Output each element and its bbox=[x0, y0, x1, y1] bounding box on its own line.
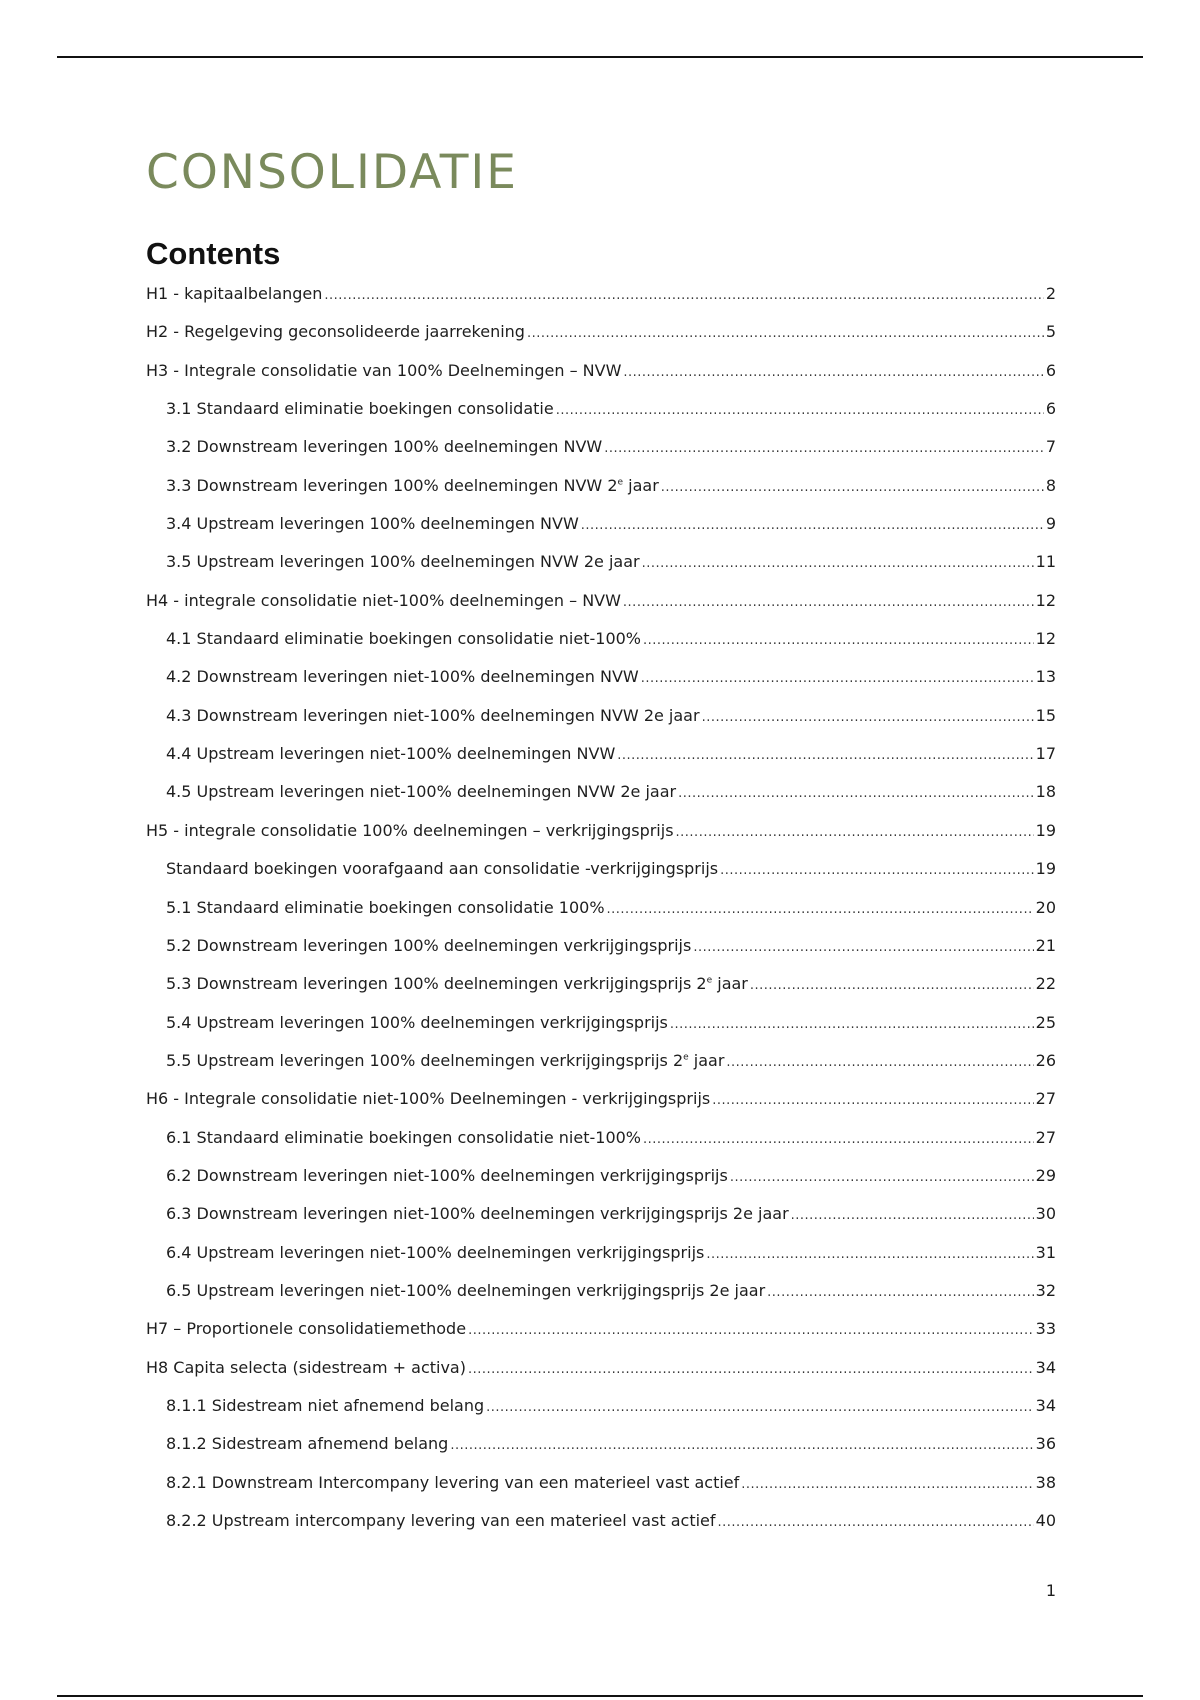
toc-dot-leader bbox=[641, 671, 1034, 686]
toc-entry-title: 5.2 Downstream leveringen 100% deelnemingen verkrijgingsprijs bbox=[166, 935, 692, 955]
toc-dot-leader bbox=[607, 902, 1034, 917]
toc-entry[interactable] bbox=[146, 859, 1056, 897]
toc-entry-title: 4.1 Standaard eliminatie boekingen consolidatie niet-100% bbox=[166, 629, 642, 649]
toc-dot-leader bbox=[712, 1093, 1033, 1108]
toc-dot-leader bbox=[693, 940, 1033, 955]
toc-entry[interactable] bbox=[146, 1128, 1056, 1166]
toc-entry-title: 3.5 Upstream leveringen 100% deelnemingen NVW 2e jaar bbox=[166, 552, 640, 572]
toc-dot-leader bbox=[623, 365, 1043, 380]
toc-entry-page: 2 bbox=[1045, 284, 1056, 303]
footer-rule bbox=[57, 1695, 1143, 1697]
toc-entry-title: H7 – Proportionele consolidatiemethode bbox=[146, 1319, 467, 1339]
toc-entry-title: 3.2 Downstream leveringen 100% deelnemingen NVW bbox=[166, 437, 603, 457]
toc-entry-title: H4 - integrale consolidatie niet-100% deelnemingen – NVW bbox=[146, 590, 621, 610]
toc-heading: Contents bbox=[146, 236, 281, 271]
toc-entry[interactable] bbox=[146, 284, 1056, 322]
toc-entry-title: 8.1.2 Sidestream afnemend belang bbox=[166, 1434, 449, 1454]
toc-dot-leader bbox=[642, 556, 1034, 571]
toc-entry[interactable] bbox=[146, 399, 1056, 437]
toc-entry[interactable] bbox=[146, 437, 1056, 475]
table-of-contents bbox=[146, 284, 1056, 1549]
toc-entry-title: 4.5 Upstream leveringen niet-100% deelnemingen NVW 2e jaar bbox=[166, 782, 677, 802]
toc-entry-title: H2 - Regelgeving geconsolideerde jaarrekening bbox=[146, 322, 525, 342]
toc-entry-page: 27 bbox=[1035, 1127, 1056, 1147]
toc-entry[interactable] bbox=[146, 514, 1056, 552]
toc-dot-leader bbox=[643, 633, 1034, 648]
toc-entry-page: 9 bbox=[1045, 514, 1056, 534]
toc-entry-title: 5.4 Upstream leveringen 100% deelnemingen verkrijgingsprijs bbox=[166, 1012, 668, 1032]
toc-dot-leader bbox=[661, 480, 1044, 495]
toc-entry-page: 5 bbox=[1045, 322, 1056, 342]
toc-dot-leader bbox=[670, 1017, 1034, 1032]
toc-entry-page: 15 bbox=[1035, 705, 1056, 725]
toc-dot-leader bbox=[750, 978, 1034, 993]
toc-dot-leader bbox=[623, 595, 1034, 610]
toc-entry-page: 19 bbox=[1035, 859, 1056, 879]
toc-entry-page: 38 bbox=[1035, 1472, 1056, 1492]
toc-entry[interactable] bbox=[146, 361, 1056, 399]
toc-dot-leader bbox=[324, 288, 1043, 303]
header-rule bbox=[57, 56, 1143, 58]
toc-entry-title: 5.3 Downstream leveringen 100% deelnemingen verkrijgingsprijs 2e jaar bbox=[166, 974, 748, 994]
toc-entry-page: 12 bbox=[1035, 629, 1056, 649]
toc-entry-title: 3.3 Downstream leveringen 100% deelnemingen NVW 2e jaar bbox=[166, 475, 659, 495]
toc-entry[interactable] bbox=[146, 667, 1056, 705]
toc-entry[interactable] bbox=[146, 1281, 1056, 1319]
toc-dot-leader bbox=[604, 441, 1044, 456]
toc-entry-page: 25 bbox=[1035, 1012, 1056, 1032]
toc-entry[interactable] bbox=[146, 1358, 1056, 1396]
toc-dot-leader bbox=[643, 1132, 1034, 1147]
toc-entry[interactable] bbox=[146, 1473, 1056, 1511]
toc-dot-leader bbox=[706, 1247, 1033, 1262]
toc-entry-page: 26 bbox=[1035, 1050, 1056, 1070]
document-title: CONSOLIDATIE bbox=[146, 145, 518, 200]
toc-entry-title: 6.1 Standaard eliminatie boekingen consolidatie niet-100% bbox=[166, 1127, 642, 1147]
toc-entry-page: 7 bbox=[1045, 437, 1056, 457]
toc-entry-title: 4.3 Downstream leveringen niet-100% deelnemingen NVW 2e jaar bbox=[166, 705, 700, 725]
toc-dot-leader bbox=[720, 863, 1034, 878]
toc-entry[interactable] bbox=[146, 1204, 1056, 1242]
toc-entry-page: 13 bbox=[1035, 667, 1056, 687]
toc-entry-title: 8.2.1 Downstream Intercompany levering van een materieel vast actief bbox=[166, 1472, 740, 1492]
toc-entry-page: 6 bbox=[1045, 360, 1056, 380]
toc-entry-page: 33 bbox=[1035, 1319, 1056, 1339]
toc-dot-leader bbox=[678, 786, 1034, 801]
toc-entry-page: 8 bbox=[1045, 475, 1056, 495]
toc-dot-leader bbox=[527, 326, 1044, 341]
toc-entry-page: 19 bbox=[1035, 820, 1056, 840]
toc-entry-title: H1 - kapitaalbelangen bbox=[146, 284, 323, 303]
toc-dot-leader bbox=[702, 710, 1034, 725]
toc-entry-page: 40 bbox=[1035, 1511, 1056, 1530]
toc-entry-page: 29 bbox=[1035, 1165, 1056, 1185]
toc-dot-leader bbox=[726, 1055, 1033, 1070]
toc-entry[interactable] bbox=[146, 552, 1056, 590]
toc-entry-page: 34 bbox=[1035, 1395, 1056, 1415]
toc-dot-leader bbox=[676, 825, 1034, 840]
toc-entry-page: 12 bbox=[1035, 590, 1056, 610]
toc-dot-leader bbox=[450, 1438, 1033, 1453]
toc-entry[interactable] bbox=[146, 898, 1056, 936]
toc-entry-title: 8.2.2 Upstream intercompany levering van een materieel vast actief bbox=[166, 1511, 716, 1530]
toc-entry-title: H6 - Integrale consolidatie niet-100% Deelnemingen - verkrijgingsprijs bbox=[146, 1089, 711, 1109]
toc-entry[interactable] bbox=[146, 1434, 1056, 1472]
toc-dot-leader bbox=[741, 1477, 1033, 1492]
toc-entry[interactable] bbox=[146, 706, 1056, 744]
toc-entry-title: 5.5 Upstream leveringen 100% deelnemingen verkrijgingsprijs 2e jaar bbox=[166, 1050, 725, 1070]
toc-dot-leader bbox=[468, 1362, 1034, 1377]
toc-dot-leader bbox=[468, 1323, 1034, 1338]
toc-entry[interactable] bbox=[146, 1319, 1056, 1357]
toc-entry-page: 18 bbox=[1035, 782, 1056, 802]
toc-entry-page: 17 bbox=[1035, 744, 1056, 764]
toc-entry[interactable] bbox=[146, 1051, 1056, 1089]
toc-dot-leader bbox=[581, 518, 1044, 533]
toc-entry-title: 4.4 Upstream leveringen niet-100% deelnemingen NVW bbox=[166, 744, 616, 764]
toc-entry[interactable] bbox=[146, 782, 1056, 820]
toc-entry-title: H3 - Integrale consolidatie van 100% Deelnemingen – NVW bbox=[146, 360, 622, 380]
toc-entry[interactable] bbox=[146, 591, 1056, 629]
page-number: 1 bbox=[1045, 1581, 1056, 1600]
toc-entry[interactable] bbox=[146, 476, 1056, 514]
toc-entry-page: 21 bbox=[1035, 935, 1056, 955]
toc-entry-title: 6.2 Downstream leveringen niet-100% deelnemingen verkrijgingsprijs bbox=[166, 1165, 728, 1185]
toc-entry-title: Standaard boekingen voorafgaand aan consolidatie -verkrijgingsprijs bbox=[166, 859, 719, 879]
toc-dot-leader bbox=[486, 1400, 1034, 1415]
toc-entry[interactable] bbox=[146, 936, 1056, 974]
toc-entry-title: 6.3 Downstream leveringen niet-100% deelnemingen verkrijgingsprijs 2e jaar bbox=[166, 1204, 789, 1224]
toc-entry[interactable] bbox=[146, 629, 1056, 667]
toc-entry[interactable] bbox=[146, 1511, 1056, 1549]
toc-entry-title: 8.1.1 Sidestream niet afnemend belang bbox=[166, 1395, 485, 1415]
toc-entry-page: 20 bbox=[1035, 897, 1056, 917]
toc-entry-page: 22 bbox=[1035, 974, 1056, 994]
toc-entry-page: 32 bbox=[1035, 1280, 1056, 1300]
toc-entry[interactable] bbox=[146, 1166, 1056, 1204]
toc-entry-page: 36 bbox=[1035, 1434, 1056, 1454]
toc-entry-page: 27 bbox=[1035, 1089, 1056, 1109]
toc-entry-title: H5 - integrale consolidatie 100% deelnemingen – verkrijgingsprijs bbox=[146, 820, 674, 840]
toc-entry[interactable] bbox=[146, 1243, 1056, 1281]
toc-entry[interactable] bbox=[146, 821, 1056, 859]
toc-entry-page: 6 bbox=[1045, 399, 1056, 419]
toc-entry[interactable] bbox=[146, 1089, 1056, 1127]
toc-entry-title: 3.4 Upstream leveringen 100% deelnemingen NVW bbox=[166, 514, 579, 534]
toc-entry[interactable] bbox=[146, 974, 1056, 1012]
toc-entry-page: 11 bbox=[1035, 552, 1056, 572]
toc-entry-page: 31 bbox=[1035, 1242, 1056, 1262]
toc-dot-leader bbox=[556, 403, 1044, 418]
toc-entry-title: 4.2 Downstream leveringen niet-100% deelnemingen NVW bbox=[166, 667, 639, 687]
toc-entry-title: 3.1 Standaard eliminatie boekingen consolidatie bbox=[166, 399, 554, 419]
toc-dot-leader bbox=[791, 1208, 1034, 1223]
toc-entry-page: 30 bbox=[1035, 1204, 1056, 1224]
toc-dot-leader bbox=[767, 1285, 1033, 1300]
toc-dot-leader bbox=[730, 1170, 1034, 1185]
toc-entry-title: 6.4 Upstream leveringen niet-100% deelnemingen verkrijgingsprijs bbox=[166, 1242, 705, 1262]
toc-entry-title: 5.1 Standaard eliminatie boekingen consolidatie 100% bbox=[166, 897, 605, 917]
toc-dot-leader bbox=[617, 748, 1033, 763]
toc-entry-page: 34 bbox=[1035, 1357, 1056, 1377]
toc-entry-title: H8 Capita selecta (sidestream + activa) bbox=[146, 1357, 466, 1377]
toc-entry[interactable] bbox=[146, 744, 1056, 782]
toc-entry[interactable] bbox=[146, 322, 1056, 360]
toc-entry-title: 6.5 Upstream leveringen niet-100% deelnemingen verkrijgingsprijs 2e jaar bbox=[166, 1280, 766, 1300]
toc-entry[interactable] bbox=[146, 1013, 1056, 1051]
toc-dot-leader bbox=[718, 1515, 1034, 1530]
toc-entry[interactable] bbox=[146, 1396, 1056, 1434]
